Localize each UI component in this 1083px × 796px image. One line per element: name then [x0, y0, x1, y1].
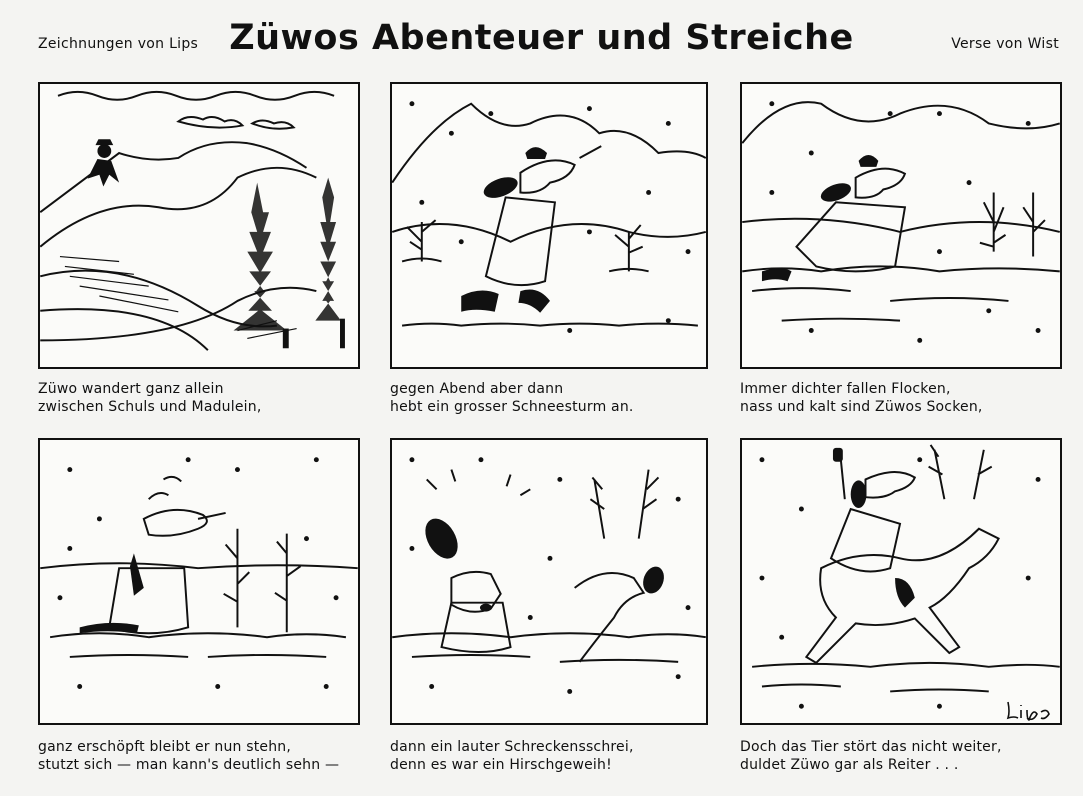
panel-6-illustration [742, 440, 1060, 723]
credit-verses: Verse von Wist [951, 36, 1059, 52]
comic-panel-4 [38, 438, 360, 725]
caption-line: Doch das Tier stört das nicht weiter, [740, 739, 1002, 755]
caption-line: hebt ein grosser Schneesturm an. [390, 399, 634, 415]
panel-3-illustration [742, 84, 1060, 367]
caption-panel-5 [390, 738, 634, 774]
comic-panel-5 [390, 438, 708, 725]
caption-line: dann ein lauter Schreckensschrei, [390, 739, 634, 755]
caption-line: ganz erschöpft bleibt er nun stehn, [38, 739, 292, 755]
caption-panel-2 [390, 380, 634, 416]
comic-panel-2 [390, 82, 708, 369]
caption-line: nass und kalt sind Züwos Socken, [740, 399, 983, 415]
caption-line: Züwo wandert ganz allein [38, 381, 224, 397]
artist-signature [1005, 700, 1055, 722]
caption-line: duldet Züwo gar als Reiter . . . [740, 757, 959, 773]
panel-1-illustration [40, 84, 358, 367]
panel-4-illustration [40, 440, 358, 723]
credit-drawings: Zeichnungen von Lips [38, 36, 199, 52]
caption-panel-1 [38, 380, 261, 416]
caption-line: zwischen Schuls und Madulein, [38, 399, 262, 415]
panel-2-illustration [392, 84, 706, 367]
caption-panel-3 [740, 380, 983, 416]
comic-title: Züwos Abenteuer und Streiche [229, 18, 854, 58]
caption-line: Immer dichter fallen Flocken, [740, 381, 951, 397]
caption-line: gegen Abend aber dann [390, 381, 564, 397]
panel-5-illustration [392, 440, 706, 723]
comic-panel-3 [740, 82, 1062, 369]
comic-panel-1 [38, 82, 360, 369]
caption-panel-4 [38, 738, 339, 774]
caption-line: denn es war ein Hirschgeweih! [390, 757, 612, 773]
caption-panel-6 [740, 738, 1002, 774]
comic-panel-6 [740, 438, 1062, 725]
caption-line: stutzt sich — man kann's deutlich sehn — [38, 757, 340, 773]
